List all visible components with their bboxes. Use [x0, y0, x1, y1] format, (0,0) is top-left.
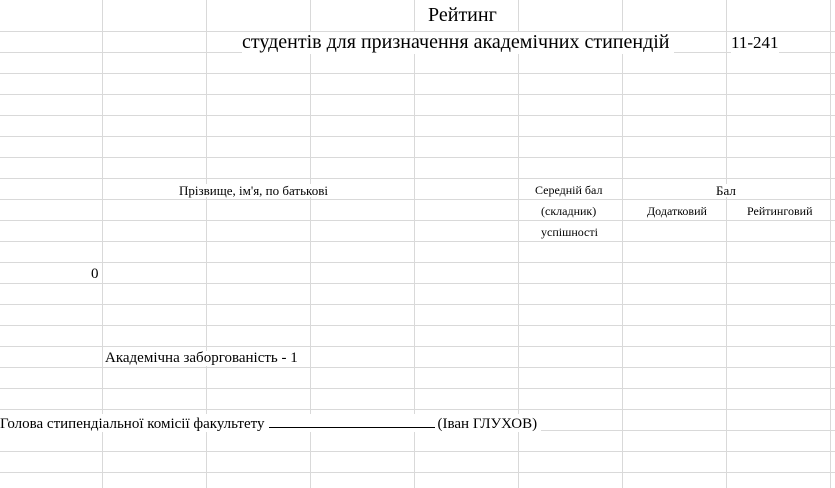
grid-row-line — [0, 346, 835, 347]
sheet-title[interactable]: Рейтинг — [428, 4, 497, 26]
grid-col-line — [726, 0, 727, 488]
grid-row-line — [0, 220, 835, 221]
grid-row-line — [0, 262, 835, 263]
column-header-bal[interactable]: Бал — [716, 183, 736, 198]
grid-row-line — [0, 199, 835, 200]
grid-row-line — [0, 367, 835, 368]
grid-col-line — [830, 0, 831, 488]
column-header-name[interactable]: Прізвище, ім'я, по батькові — [179, 183, 328, 198]
grid-row-line — [0, 157, 835, 158]
signature-row[interactable] — [0, 414, 541, 432]
row-value-cell[interactable]: 0 — [91, 266, 99, 282]
column-header-rating[interactable]: Рейтинговий — [747, 204, 813, 218]
column-header-average-line1[interactable]: Середній бал — [535, 183, 603, 197]
grid-row-line — [0, 115, 835, 116]
group-code[interactable]: 11-241 — [731, 33, 779, 52]
grid-row-line — [0, 136, 835, 137]
column-header-additional[interactable]: Додатковий — [647, 204, 707, 218]
grid-row-line — [0, 94, 835, 95]
grid-row-line — [0, 472, 835, 473]
grid-col-line — [622, 0, 623, 488]
academic-debt-note[interactable]: Академічна заборгованість - 1 — [105, 351, 301, 366]
grid-row-line — [0, 409, 835, 410]
signature-label: Голова стипендіальної комісії факультету — [0, 416, 265, 432]
column-header-average-line2[interactable]: (складник) — [541, 204, 597, 218]
grid-row-line — [0, 241, 835, 242]
grid-row-line — [0, 325, 835, 326]
grid-row-line — [0, 451, 835, 452]
sheet-subtitle[interactable]: студентів для призначення академічних стипендій — [242, 32, 674, 54]
grid-row-line — [0, 304, 835, 305]
signature-line — [269, 414, 435, 428]
signature-name: (Іван ГЛУХОВ) — [437, 416, 538, 432]
grid-row-line — [0, 283, 835, 284]
grid-row-line — [0, 388, 835, 389]
grid-row-line — [0, 178, 835, 179]
grid-row-line — [0, 73, 835, 74]
column-header-average-line3[interactable]: успішності — [541, 225, 598, 239]
